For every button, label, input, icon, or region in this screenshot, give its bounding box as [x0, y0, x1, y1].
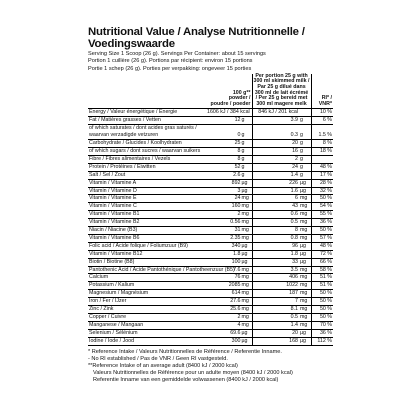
nutrition-label — [88, 26, 333, 384]
value-per-100g — [206, 125, 252, 132]
serving-info — [88, 51, 333, 73]
nutrient-label: Biotin / Biotine (B8) — [88, 258, 206, 266]
reference-intake: 36 % — [311, 329, 333, 337]
value-per-100g — [206, 140, 252, 148]
value-per-100g-number: 0.56 — [230, 219, 241, 226]
unit-per-100g: µg — [241, 242, 248, 249]
value-per-100g-number: 160 — [231, 203, 241, 210]
value-per-100g — [206, 187, 252, 195]
table-row — [88, 140, 333, 148]
table-row — [88, 195, 333, 203]
nutrient-label: of which saturates / dont acides gras saturés / — [89, 125, 197, 132]
reference-intake: 48 % — [311, 163, 333, 171]
unit-per-100g: mg — [241, 195, 249, 202]
nutrient-label: Pantothenic Acid / Acide Pantothénique / Pantotheenzuur (B5) — [89, 266, 235, 273]
value-per-100g-number: 614 — [231, 290, 241, 297]
reference-intake: 66 % — [311, 258, 333, 266]
nutrient-label: Folic acid / Acide folique / Foliumzuur (B9) — [88, 242, 206, 250]
reference-intake: 50 % — [311, 306, 333, 314]
reference-intake: 8 % — [311, 140, 333, 148]
value-per-100g-number: 25 — [234, 140, 241, 147]
value-per-100g-number: 7.6 — [233, 266, 241, 273]
unit-per-portion: g — [299, 132, 311, 139]
table-row — [88, 187, 333, 195]
nutrient-label: Manganese / Mangaan — [88, 321, 206, 329]
unit-per-100g: mg — [241, 274, 249, 281]
footnotes — [88, 349, 333, 384]
unit-per-100g: mg — [241, 227, 249, 234]
value-per-100g — [206, 274, 252, 282]
table-row — [88, 258, 333, 266]
value-per-100g-number: 340 — [231, 242, 241, 249]
value-per-100g — [206, 298, 252, 306]
title-line-2: Voedingswaarde — [88, 38, 175, 50]
value-per-100g-number: 52 — [234, 163, 241, 170]
value-per-100g-number: 0 — [237, 132, 241, 139]
reference-intake — [311, 155, 333, 163]
table-row — [88, 321, 333, 329]
unit-per-portion: µg — [299, 179, 311, 187]
value-per-100g — [206, 242, 252, 250]
unit-per-100g: µg — [241, 187, 248, 194]
value-per-100g — [206, 219, 252, 227]
unit-per-100g: g — [241, 140, 245, 147]
value-per-100g-number: 12 — [234, 117, 241, 124]
value-per-100g — [206, 117, 252, 125]
reference-intake: 10 % — [311, 109, 333, 117]
reference-intake: 72 % — [311, 250, 333, 258]
reference-intake: 1.5 % — [311, 132, 333, 139]
header-empty — [88, 74, 206, 109]
nutrient-label: Vitamin / Vitamine C — [88, 203, 206, 211]
table-header — [88, 74, 333, 109]
value-per-100g — [206, 163, 252, 171]
reference-intake: 28 % — [311, 179, 333, 187]
unit-per-100g: mg — [241, 306, 249, 313]
table-row — [88, 227, 333, 235]
value-per-portion: 33 — [252, 258, 299, 266]
reference-intake: 32 % — [311, 187, 333, 195]
unit-per-portion: µg — [299, 250, 311, 258]
table-row — [88, 125, 333, 132]
unit-per-portion: µg — [299, 329, 311, 337]
unit-per-portion: µg — [299, 258, 311, 266]
nutrient-label: Carbohydrate / Glucides / Koolhydraten — [88, 140, 206, 148]
unit-per-portion: mg — [299, 266, 311, 274]
nutrient-label: Niacin / Niacine (B3) — [88, 227, 206, 235]
nutrient-label: of which sugars / dont sucres / waarvan suikers — [88, 147, 206, 155]
unit-per-portion: mg — [299, 290, 311, 298]
value-per-100g-number: 24 — [234, 195, 241, 202]
nutrient-label: waarvan verzadigde vetzuren — [88, 132, 206, 139]
unit-per-portion: mg — [299, 234, 311, 242]
unit-per-100g: g — [241, 117, 245, 124]
unit-per-portion: µg — [299, 242, 311, 250]
value-per-portion: 3.5 — [252, 266, 299, 274]
value-per-100g — [206, 155, 252, 163]
table-row — [88, 211, 333, 219]
nutrient-label: Vitamin / Vitamine B6 — [88, 234, 206, 242]
nutrient-label: Protein / Protéines / Eiwitten — [88, 163, 206, 171]
nutrient-label: Vitamin / Vitamine E — [88, 195, 206, 203]
nutrition-table — [88, 74, 333, 346]
value-per-portion: 3.9 — [252, 117, 299, 125]
unit-per-100g: g — [241, 155, 245, 162]
nutrient-label: Zinc / Zink — [88, 306, 206, 314]
value-per-100g-number: 2.6 — [233, 171, 241, 178]
value-per-100g — [206, 314, 252, 322]
unit-per-100g: mg — [241, 203, 249, 210]
value-per-portion: 846 kJ / 201 kcal — [252, 109, 299, 117]
table-row — [88, 282, 333, 290]
value-per-portion: 0.5 — [252, 219, 299, 227]
value-per-100g — [206, 203, 252, 211]
unit-per-100g: µg — [241, 179, 248, 186]
nutrient-label: Iodine / Iode / Jood — [88, 337, 206, 345]
unit-per-portion: mg — [299, 211, 311, 219]
value-per-100g — [206, 171, 252, 179]
table-row — [88, 203, 333, 211]
header-per-100g-l1: 100 g** — [232, 89, 251, 96]
value-per-portion: 8 — [252, 227, 299, 235]
value-per-100g-number: 100 — [231, 258, 241, 265]
footnote: **Reference Intake of an average adult (8400 kJ / 2000 kcal) — [88, 362, 238, 369]
value-per-100g — [206, 306, 252, 314]
unit-per-portion: mg — [299, 203, 311, 211]
table-row — [88, 117, 333, 125]
reference-intake: 50 % — [311, 227, 333, 235]
value-per-100g — [206, 195, 252, 203]
value-per-100g — [206, 227, 252, 235]
unit-per-portion: g — [299, 171, 311, 179]
value-per-portion: 2 — [252, 155, 299, 163]
nutrient-label: Copper / Cuivre — [88, 314, 206, 322]
value-per-100g-number: 8 — [237, 147, 241, 154]
unit-per-100g: mg — [241, 298, 249, 305]
value-per-100g-number: 300 — [231, 337, 241, 344]
reference-intake: 51 % — [311, 274, 333, 282]
value-per-100g — [206, 282, 252, 290]
unit-per-100g: mg — [241, 266, 249, 273]
unit-per-portion: mg — [299, 282, 311, 290]
value-per-100g-number: 8 — [237, 155, 241, 162]
value-per-100g-number: 1.8 — [233, 250, 241, 257]
unit-per-portion: g — [299, 163, 311, 171]
value-per-100g-number: 2085 — [228, 282, 241, 289]
unit-per-100g: mg — [241, 314, 249, 321]
table-row — [88, 163, 333, 171]
nutrient-label: Selenium / Sélénium — [88, 329, 206, 337]
nutrient-label: Vitamin / Vitamine D — [88, 187, 206, 195]
label-title — [88, 26, 333, 50]
header-ri: RI* / VNR* — [311, 74, 333, 109]
value-per-portion: 20 — [252, 140, 299, 148]
value-per-100g — [206, 234, 252, 242]
nutrient-label: Salt / Sel / Zout — [88, 171, 206, 179]
header-per-100g — [206, 74, 252, 109]
value-per-100g-number: 76 — [234, 274, 241, 281]
value-per-100g — [206, 211, 252, 219]
footnote: Referentie Inname van een gemiddelde volwassenen (8400 kJ / 2000 kcal) — [93, 377, 279, 384]
unit-per-portion: µg — [299, 337, 311, 345]
value-per-100g-number: 31 — [234, 227, 241, 234]
value-per-portion: 1.8 — [252, 250, 299, 258]
reference-intake: 112 % — [311, 337, 333, 345]
value-per-100g — [206, 329, 252, 337]
header-per-100g-l2: powder / — [228, 95, 251, 102]
value-per-portion: 406 — [252, 274, 299, 282]
value-per-portion: 1022 — [252, 282, 299, 290]
nutrient-label: Energy / Valeur énergétique / Energie — [88, 109, 206, 117]
header-per-100g-l3: poudre / poeder — [210, 100, 251, 107]
header-per-portion: Per portion 25 g with 300 ml skimmed milk / Par 25 g dilué dans 300 ml de lait écrémé / Per 25 g bereid met 300 ml magere melk — [252, 74, 311, 109]
value-per-100g-number: 4 — [237, 321, 241, 328]
value-per-portion: 1.4 — [252, 321, 299, 329]
unit-per-100g: g — [241, 132, 245, 139]
value-per-100g-number: 2 — [237, 211, 241, 218]
table-row — [88, 298, 333, 306]
value-per-100g-number: 2 — [237, 314, 241, 321]
unit-per-portion: mg — [299, 227, 311, 235]
reference-intake: 6 % — [311, 117, 333, 125]
nutrient-label: Fibre / Fibres alimentaires / Vezels — [88, 155, 206, 163]
nutrient-label: Vitamin / Vitamine B12 — [88, 250, 206, 258]
reference-intake: 17 % — [311, 171, 333, 179]
table-row — [88, 132, 333, 139]
unit-per-portion: g — [299, 147, 311, 155]
unit-per-portion: mg — [299, 306, 311, 314]
unit-per-100g: mg — [241, 234, 249, 241]
unit-per-100g: mg — [241, 219, 249, 226]
unit-per-portion — [299, 109, 311, 117]
title-line-1: Nutritional Value / Analyse Nutritionnelle / — [88, 26, 305, 38]
nutrient-label: Magnesium / Magnésium — [88, 290, 206, 298]
table-row — [88, 290, 333, 298]
unit-per-100g: mg — [241, 282, 249, 289]
value-per-portion: 226 — [252, 179, 299, 187]
reference-intake: 54 % — [311, 203, 333, 211]
nutrient-label: Fat / Matières grasses / Vetten — [88, 117, 206, 125]
footnote: - No RI established / Pas de VNR / Geen RI vastgesteld. — [88, 355, 228, 362]
nutrient-label: Vitamin / Vitamine A — [88, 179, 206, 187]
value-per-100g — [206, 179, 252, 187]
serving-line: Portie 1 schep (26 g). Porties per verpakking: ongeveer 15 porties — [88, 65, 252, 72]
value-per-100g-number: 2.35 — [230, 234, 241, 241]
reference-intake: 57 % — [311, 234, 333, 242]
value-per-100g — [206, 147, 252, 155]
table-row — [88, 155, 333, 163]
value-per-portion: 0.3 — [252, 132, 299, 139]
reference-intake: 58 % — [311, 266, 333, 274]
value-per-100g-number: 892 — [231, 179, 241, 186]
nutrient-label: Vitamin / Vitamine B1 — [88, 211, 206, 219]
unit-per-100g: mg — [241, 290, 249, 297]
unit-per-portion: g — [299, 140, 311, 148]
table-row — [88, 266, 333, 274]
unit-per-100g: g — [241, 147, 245, 154]
unit-per-100g: µg — [241, 250, 248, 257]
value-per-portion: 43 — [252, 203, 299, 211]
unit-per-100g: mg — [241, 211, 249, 218]
unit-per-100g: g — [241, 171, 245, 178]
nutrient-label: Iron / Fer / IJzer — [88, 298, 206, 306]
reference-intake: 55 % — [311, 211, 333, 219]
unit-per-portion: µg — [299, 187, 311, 195]
unit-per-portion: mg — [299, 195, 311, 203]
value-per-portion: 6 — [252, 195, 299, 203]
value-per-100g-number: 3 — [237, 187, 241, 194]
unit-per-portion: g — [299, 155, 311, 163]
unit-per-portion: mg — [299, 219, 311, 227]
reference-intake: 48 % — [311, 242, 333, 250]
nutrient-label: Calcium — [88, 274, 206, 282]
table-row — [88, 329, 333, 337]
value-per-100g — [206, 250, 252, 258]
reference-intake: 18 % — [311, 147, 333, 155]
value-per-portion — [252, 125, 299, 132]
table-row — [88, 314, 333, 322]
table-row — [88, 242, 333, 250]
unit-per-portion: mg — [299, 298, 311, 306]
value-per-portion: 7 — [252, 298, 299, 306]
footnote: Valeurs Nutritionnelles de Référence pour un adulte moyen (8400 kJ / 2000 kcal) — [93, 369, 293, 376]
unit-per-100g: µg — [241, 258, 248, 265]
reference-intake — [311, 125, 333, 132]
value-per-portion: 16 — [252, 147, 299, 155]
nutrient-label: Vitamin / Vitamine B2 — [88, 219, 206, 227]
value-per-100g — [206, 290, 252, 298]
serving-line: Serving Size 1 Scoop (26 g). Servings Per Container: about 15 servings — [88, 51, 266, 57]
table-row — [88, 234, 333, 242]
value-per-100g-number: 69.6 — [230, 329, 241, 336]
unit-per-portion: mg — [299, 314, 311, 322]
table-row — [88, 179, 333, 187]
value-per-100g — [206, 337, 252, 345]
value-per-portion: 0.5 — [252, 314, 299, 322]
reference-intake: 50 % — [311, 195, 333, 203]
reference-intake: 50 % — [311, 290, 333, 298]
unit-per-portion: mg — [299, 274, 311, 282]
serving-line: Portion 1 cuillère (26 g). Portions par récipient: environ 15 portions — [88, 58, 253, 65]
table-row — [88, 306, 333, 314]
value-per-portion: 0.6 — [252, 211, 299, 219]
value-per-portion: 187 — [252, 290, 299, 298]
value-per-100g — [206, 109, 252, 117]
reference-intake: 50 % — [311, 298, 333, 306]
reference-intake: 70 % — [311, 321, 333, 329]
unit-per-100g: mg — [241, 321, 249, 328]
value-per-portion: 1.6 — [252, 187, 299, 195]
unit-per-portion: mg — [299, 321, 311, 329]
unit-per-100g: g — [241, 163, 245, 170]
value-per-100g — [206, 132, 252, 139]
value-per-portion: 20 — [252, 329, 299, 337]
table-row — [88, 219, 333, 227]
unit-per-100g: µg — [241, 337, 248, 344]
value-per-portion: 24 — [252, 163, 299, 171]
value-per-100g-number: 25.6 — [230, 306, 241, 313]
value-per-portion: 168 — [252, 337, 299, 345]
value-per-portion: 8.1 — [252, 306, 299, 314]
value-per-portion: 1.4 — [252, 171, 299, 179]
table-row — [88, 337, 333, 345]
table-row — [88, 171, 333, 179]
unit-per-portion: g — [299, 117, 311, 125]
value-per-100g-number: 1606 kJ / 384 kcal — [207, 109, 250, 116]
unit-per-100g: µg — [241, 329, 248, 336]
value-per-100g-number: 27.6 — [230, 298, 241, 305]
table-row — [88, 109, 333, 117]
value-per-100g — [206, 258, 252, 266]
table-row — [88, 250, 333, 258]
reference-intake: 50 % — [311, 314, 333, 322]
table-row — [88, 147, 333, 155]
table-row — [88, 274, 333, 282]
nutrient-label: Potassium / Kalium — [88, 282, 206, 290]
value-per-portion: 96 — [252, 242, 299, 250]
reference-intake: 51 % — [311, 282, 333, 290]
unit-per-portion — [299, 125, 311, 132]
value-per-100g — [206, 321, 252, 329]
footnote: * Reference Intake / Valeurs Nutritionnelles de Référence / Referentie Inname. — [88, 348, 282, 355]
reference-intake: 36 % — [311, 219, 333, 227]
value-per-portion: 0.8 — [252, 234, 299, 242]
